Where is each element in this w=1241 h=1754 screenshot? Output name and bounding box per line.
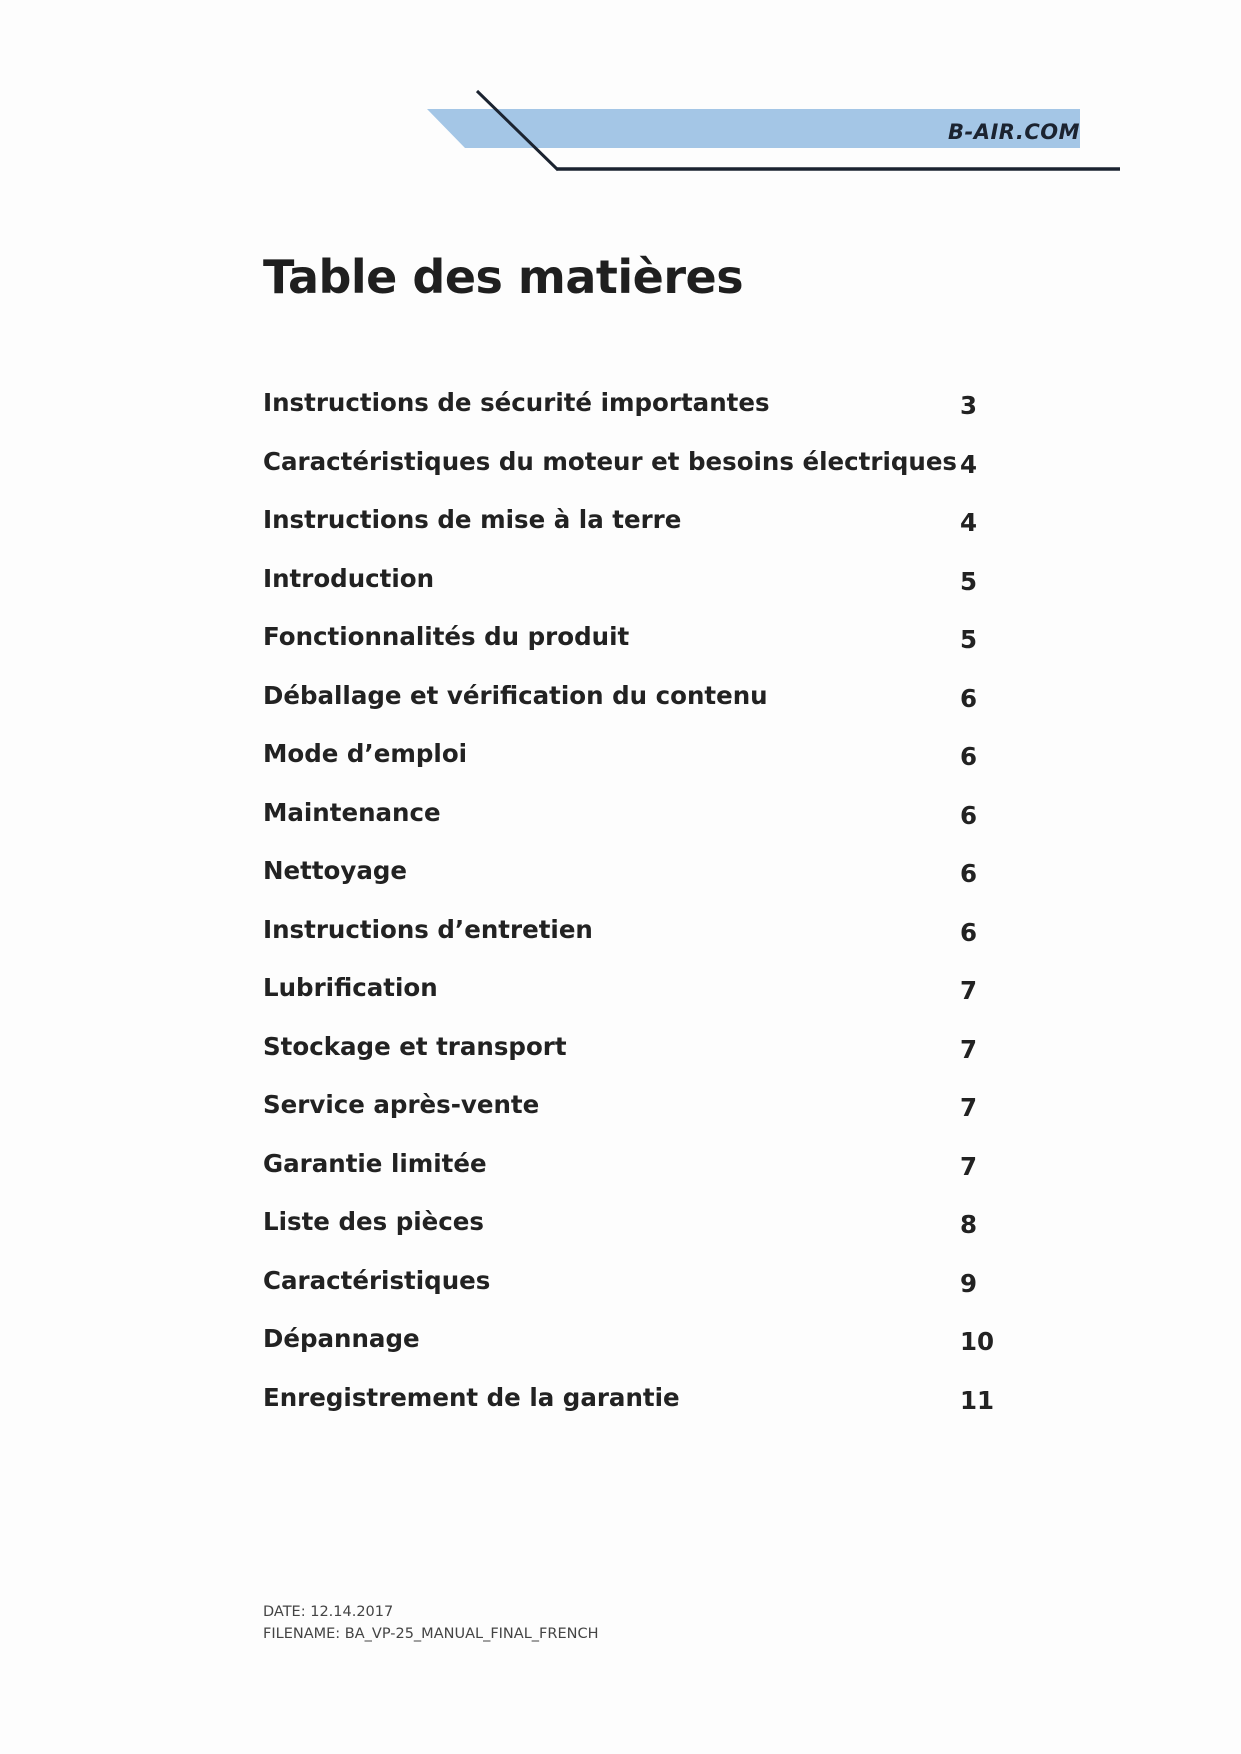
toc-entry-page: 6 bbox=[960, 859, 978, 888]
toc-entry bbox=[263, 616, 1023, 675]
toc-entry-label: Liste des pièces bbox=[263, 1207, 484, 1236]
toc-entry-label: Nettoyage bbox=[263, 856, 408, 885]
toc-entry bbox=[263, 1318, 1023, 1377]
toc-entry bbox=[263, 1377, 1023, 1436]
toc-entry-label: Instructions de sécurité importantes bbox=[263, 388, 770, 417]
toc-entry bbox=[263, 850, 1023, 909]
toc-entry bbox=[263, 675, 1023, 734]
toc-entry-page: 7 bbox=[960, 1151, 978, 1181]
document-footer bbox=[263, 1601, 598, 1645]
header-decoration bbox=[0, 0, 1241, 200]
toc-entry-page: 4 bbox=[960, 449, 978, 479]
toc-entry-page: 7 bbox=[960, 1093, 978, 1122]
toc-entry-label: Instructions de mise à la terre bbox=[263, 505, 682, 534]
toc-entry bbox=[263, 558, 1023, 617]
toc-entry-page: 7 bbox=[960, 1034, 978, 1064]
toc-entry-label: Introduction bbox=[263, 563, 435, 593]
toc-entry-page: 3 bbox=[960, 391, 978, 420]
toc-entry-label: Garantie limitée bbox=[263, 1148, 487, 1178]
footer-date: DATE: 12.14.2017 bbox=[263, 1604, 394, 1620]
toc-entry bbox=[263, 1260, 1023, 1319]
toc-entry-page: 6 bbox=[960, 742, 978, 771]
toc-entry bbox=[263, 499, 1023, 558]
toc-entry-page: 7 bbox=[960, 976, 978, 1005]
toc-entry-label: Instructions d’entretien bbox=[263, 914, 593, 944]
toc-entry-label: Lubrification bbox=[263, 973, 438, 1002]
toc-entry bbox=[263, 441, 1023, 500]
toc-entry bbox=[263, 1026, 1023, 1085]
toc-entry-page: 6 bbox=[960, 800, 978, 830]
toc-entry-page: 9 bbox=[960, 1268, 978, 1298]
toc-entry-label: Déballage et vérification du contenu bbox=[263, 680, 768, 710]
toc-entry bbox=[263, 909, 1023, 968]
toc-entry-page: 10 bbox=[960, 1327, 995, 1356]
footer-filename: FILENAME: BA_VP-25_MANUAL_FINAL_FRENCH bbox=[263, 1626, 599, 1642]
toc-entry-label: Caractéristiques bbox=[263, 1265, 491, 1295]
toc-entry bbox=[263, 792, 1023, 851]
toc-entry-page: 5 bbox=[960, 625, 978, 654]
toc-entry-page: 4 bbox=[960, 508, 978, 537]
toc-entry-label: Fonctionnalités du produit bbox=[263, 622, 630, 651]
toc-entry bbox=[263, 1143, 1023, 1202]
toc-entry bbox=[263, 967, 1023, 1026]
toc-entry-label: Enregistrement de la garantie bbox=[263, 1382, 680, 1412]
toc-entry bbox=[263, 1084, 1023, 1143]
toc-entry-page: 11 bbox=[960, 1385, 995, 1415]
toc-entry-page: 6 bbox=[960, 683, 978, 713]
table-of-contents bbox=[263, 382, 1023, 1435]
toc-entry-label: Maintenance bbox=[263, 797, 441, 827]
brand-logo-text: B-AIR.COM bbox=[948, 120, 1080, 144]
toc-entry-label: Service après-vente bbox=[263, 1090, 540, 1119]
page-header bbox=[0, 0, 1241, 200]
toc-entry-label: Mode d’emploi bbox=[263, 739, 468, 768]
toc-entry-page: 6 bbox=[960, 917, 978, 947]
page-title: Table des matières bbox=[263, 250, 744, 304]
toc-entry bbox=[263, 1201, 1023, 1260]
toc-entry-label: Caractéristiques du moteur et besoins électriques bbox=[263, 446, 958, 476]
toc-entry-label: Stockage et transport bbox=[263, 1031, 567, 1061]
toc-entry bbox=[263, 382, 1023, 441]
toc-entry-page: 8 bbox=[960, 1210, 978, 1239]
toc-entry-page: 5 bbox=[960, 566, 978, 596]
toc-entry-label: Dépannage bbox=[263, 1324, 420, 1353]
toc-entry bbox=[263, 733, 1023, 792]
